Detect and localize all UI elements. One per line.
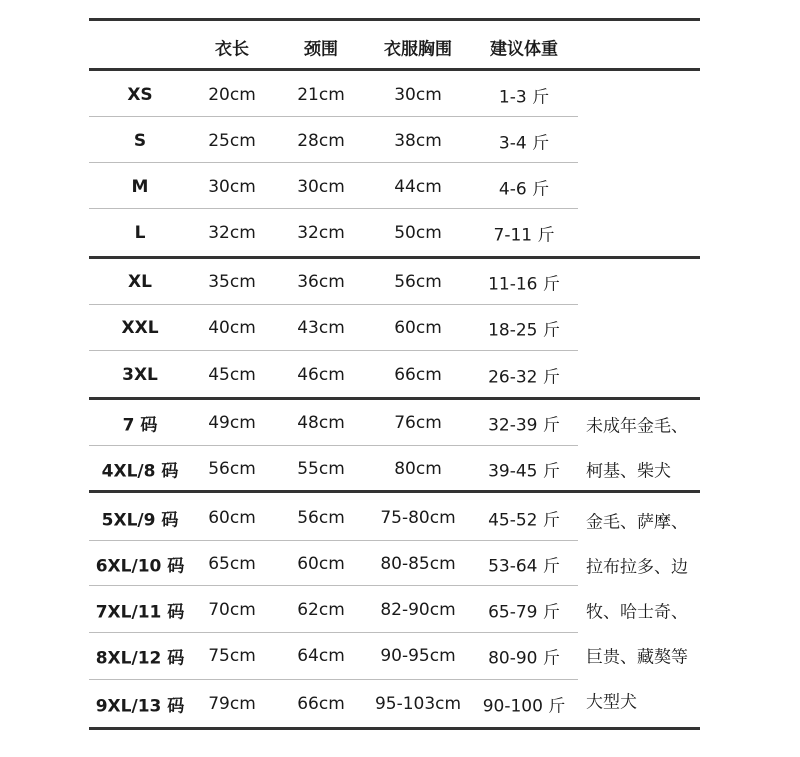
chest-value: 80cm: [394, 459, 442, 479]
neck-value: 66cm: [297, 694, 345, 714]
neck-value: 60cm: [297, 554, 345, 574]
rule-row: [89, 116, 578, 117]
rule-group: [89, 256, 700, 259]
header-neck: 颈围: [304, 39, 338, 60]
header-chest: 衣服胸围: [384, 39, 452, 60]
rule-header: [89, 68, 700, 71]
length-value: 79cm: [208, 694, 256, 714]
rule-row: [89, 540, 578, 541]
weight-value: 80-90 斤: [488, 648, 560, 669]
neck-value: 62cm: [297, 600, 345, 620]
chest-value: 30cm: [394, 85, 442, 105]
length-value: 35cm: [208, 272, 256, 292]
breed-note-line: 拉布拉多、边: [586, 557, 688, 578]
length-value: 70cm: [208, 600, 256, 620]
breed-note-line: 巨贵、藏獒等: [586, 647, 688, 668]
size-label: XS: [127, 85, 153, 105]
neck-value: 46cm: [297, 365, 345, 385]
breed-note-line: 未成年金毛、: [586, 416, 688, 437]
breed-note-line: 大型犬: [586, 692, 637, 713]
chest-value: 56cm: [394, 272, 442, 292]
weight-value: 7-11 斤: [493, 225, 555, 246]
size-label: 7 码: [122, 415, 158, 436]
length-value: 45cm: [208, 365, 256, 385]
length-value: 20cm: [208, 85, 256, 105]
chest-value: 90-95cm: [380, 646, 456, 666]
breed-note-line: 牧、哈士奇、: [586, 602, 688, 623]
weight-value: 1-3 斤: [498, 87, 550, 108]
neck-value: 43cm: [297, 318, 345, 338]
length-value: 75cm: [208, 646, 256, 666]
weight-value: 32-39 斤: [488, 415, 560, 436]
length-value: 60cm: [208, 508, 256, 528]
rule-row: [89, 445, 578, 446]
size-label: 3XL: [122, 365, 158, 385]
size-label: 4XL/8 码: [101, 461, 179, 482]
chest-value: 75-80cm: [380, 508, 456, 528]
weight-value: 53-64 斤: [488, 556, 560, 577]
breed-note-line: 柯基、柴犬: [586, 461, 671, 482]
size-label: S: [133, 131, 147, 151]
neck-value: 55cm: [297, 459, 345, 479]
chest-value: 76cm: [394, 413, 442, 433]
length-value: 56cm: [208, 459, 256, 479]
weight-value: 18-25 斤: [488, 320, 560, 341]
size-label: 9XL/13 码: [95, 696, 185, 717]
weight-value: 90-100 斤: [482, 696, 566, 717]
size-label: M: [131, 177, 149, 197]
neck-value: 64cm: [297, 646, 345, 666]
size-label: XXL: [121, 318, 159, 338]
chest-value: 50cm: [394, 223, 442, 243]
size-label: 7XL/11 码: [95, 602, 185, 623]
neck-value: 56cm: [297, 508, 345, 528]
length-value: 65cm: [208, 554, 256, 574]
length-value: 30cm: [208, 177, 256, 197]
rule-bottom: [89, 727, 700, 730]
rule-row: [89, 350, 578, 351]
length-value: 49cm: [208, 413, 256, 433]
length-value: 25cm: [208, 131, 256, 151]
size-label: L: [134, 223, 146, 243]
chest-value: 38cm: [394, 131, 442, 151]
neck-value: 48cm: [297, 413, 345, 433]
weight-value: 3-4 斤: [498, 133, 550, 154]
chest-value: 60cm: [394, 318, 442, 338]
neck-value: 28cm: [297, 131, 345, 151]
breed-note-line: 金毛、萨摩、: [586, 512, 688, 533]
weight-value: 45-52 斤: [488, 510, 560, 531]
rule-row: [89, 585, 578, 586]
size-label: 8XL/12 码: [95, 648, 185, 669]
rule-row: [89, 208, 578, 209]
length-value: 32cm: [208, 223, 256, 243]
header-weight: 建议体重: [490, 39, 558, 60]
size-label: XL: [128, 272, 152, 292]
neck-value: 21cm: [297, 85, 345, 105]
weight-value: 65-79 斤: [488, 602, 560, 623]
rule-row: [89, 304, 578, 305]
weight-value: 11-16 斤: [488, 274, 560, 295]
rule-top: [89, 18, 700, 21]
weight-value: 4-6 斤: [498, 179, 550, 200]
chest-value: 95-103cm: [374, 694, 462, 714]
rule-row: [89, 632, 578, 633]
rule-row: [89, 162, 578, 163]
weight-value: 39-45 斤: [488, 461, 560, 482]
size-label: 5XL/9 码: [101, 510, 179, 531]
chest-value: 66cm: [394, 365, 442, 385]
chest-value: 80-85cm: [380, 554, 456, 574]
chest-value: 44cm: [394, 177, 442, 197]
weight-value: 26-32 斤: [488, 367, 560, 388]
rule-row: [89, 679, 578, 680]
size-label: 6XL/10 码: [95, 556, 185, 577]
length-value: 40cm: [208, 318, 256, 338]
chest-value: 82-90cm: [380, 600, 456, 620]
rule-group: [89, 397, 700, 400]
rule-group: [89, 490, 700, 493]
neck-value: 30cm: [297, 177, 345, 197]
header-length: 衣长: [215, 39, 249, 60]
neck-value: 36cm: [297, 272, 345, 292]
neck-value: 32cm: [297, 223, 345, 243]
